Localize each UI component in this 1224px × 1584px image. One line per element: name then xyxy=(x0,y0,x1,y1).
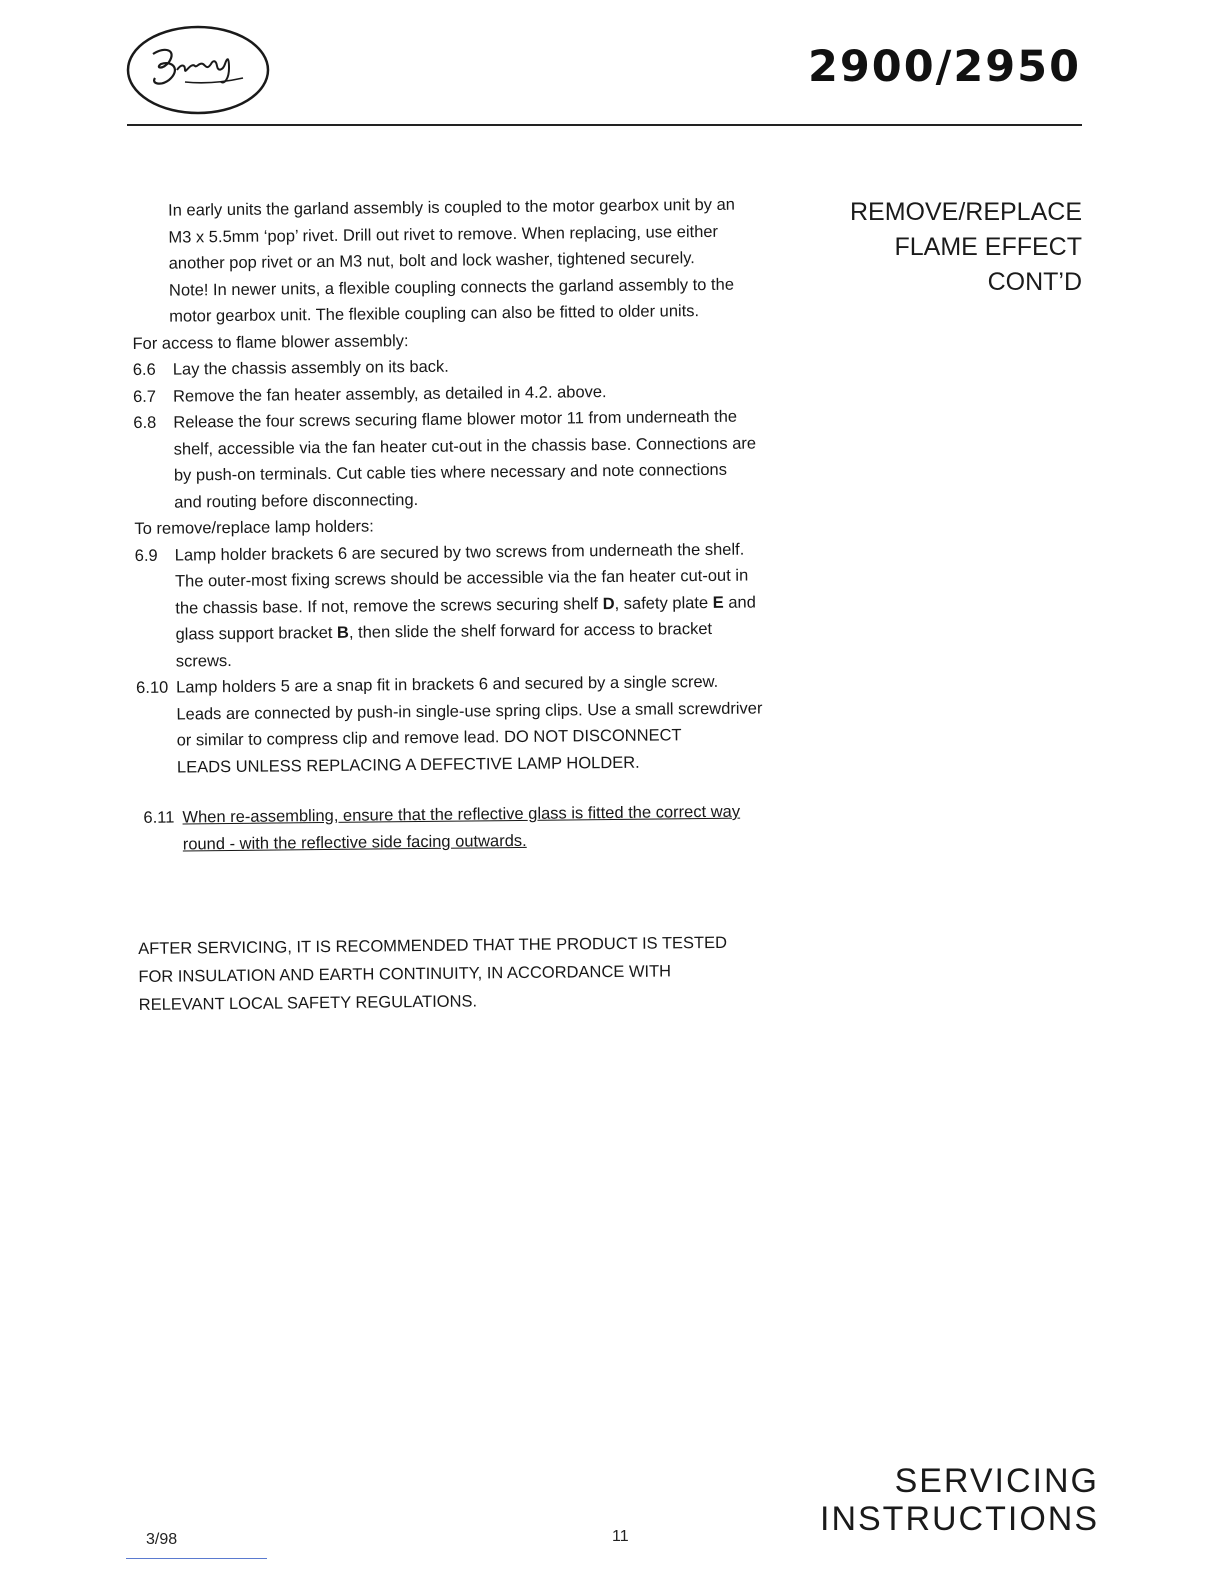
instructions-body xyxy=(131,191,808,858)
footer-title xyxy=(820,1462,1099,1538)
step-line: The outer-most fixing screws should be accessible via the fan heater cut-out in xyxy=(174,566,749,591)
section-heading-line: FLAME EFFECT xyxy=(894,233,1082,261)
section-heading-line: REMOVE/REPLACE xyxy=(849,198,1082,226)
step-number: 6.10 xyxy=(136,678,169,697)
step-line: Lamp holder brackets 6 are secured by two screws from underneath the shelf. xyxy=(174,540,745,565)
step-line: Remove the fan heater assembly, as detailed in 4.2. above. xyxy=(172,382,607,406)
footer-divider xyxy=(126,1558,267,1559)
blower-heading: For access to flame blower assembly: xyxy=(132,331,409,353)
intro-line: another pop rivet or an M3 nut, bolt and lock washer, tightened securely. xyxy=(168,249,695,273)
step-line: When re-assembling, ensure that the reflective glass is fitted the correct way xyxy=(182,802,741,827)
step-text: glass support bracket xyxy=(175,623,338,644)
step-line: shelf, accessible via the fan heater cut-out in the chassis base. Connections are xyxy=(173,433,757,459)
part-label-d: D xyxy=(602,594,615,613)
step-line: screws. xyxy=(175,651,232,671)
part-label-b: B xyxy=(336,623,350,642)
footer-title-line: INSTRUCTIONS xyxy=(820,1500,1099,1538)
step-line: Lamp holders 5 are a snap fit in brackets 6 and secured by a single screw. xyxy=(176,672,719,697)
step-line: LEADS UNLESS REPLACING A DEFECTIVE LAMP HOLDER. xyxy=(176,753,640,777)
lamp-heading: To remove/replace lamp holders: xyxy=(134,517,374,538)
step-line: and routing before disconnecting. xyxy=(174,490,419,512)
step-number: 6.8 xyxy=(133,413,157,432)
step-text: , then slide the shelf forward for access to bracket xyxy=(348,619,713,642)
footer-title-line: SERVICING xyxy=(894,1462,1099,1500)
issue-date: 3/98 xyxy=(146,1531,178,1548)
step-6-11 xyxy=(143,798,808,858)
model-number: 2900/2950 xyxy=(807,42,1081,92)
safety-warning xyxy=(138,928,799,1019)
step-6-9 xyxy=(135,535,806,675)
section-heading-line: CONT’D xyxy=(987,268,1082,296)
page-number: 11 xyxy=(612,1528,629,1545)
intro-line: M3 x 5.5mm ‘pop’ rivet. Drill out rivet to remove. When replacing, use either xyxy=(168,222,719,247)
header-divider xyxy=(127,124,1082,126)
step-line: or similar to compress clip and remove lead. DO NOT DISCONNECT xyxy=(176,726,682,750)
step-number: 6.6 xyxy=(132,360,156,379)
warning-line: AFTER SERVICING, IT IS RECOMMENDED THAT THE PRODUCT IS TESTED xyxy=(138,933,728,958)
warning-line: RELEVANT LOCAL SAFETY REGULATIONS. xyxy=(138,992,478,1014)
intro-line: motor gearbox unit. The flexible coupling can also be fitted to older units. xyxy=(169,302,700,326)
step-text: the chassis base. If not, remove the screws securing shelf xyxy=(175,594,603,618)
step-6-8 xyxy=(133,403,804,516)
step-line: Leads are connected by push-in single-use spring clips. Use a small screwdriver xyxy=(176,698,763,724)
step-line: by push-on terminals. Cut cable ties where necessary and note connections xyxy=(173,460,728,485)
step-number: 6.11 xyxy=(143,808,175,827)
step-line: Lay the chassis assembly on its back. xyxy=(172,357,449,379)
section-heading xyxy=(850,195,1082,300)
step-text: , safety plate xyxy=(614,593,713,613)
step-6-11-note xyxy=(137,798,808,858)
step-number: 6.9 xyxy=(134,546,158,565)
intro-paragraph xyxy=(131,191,802,331)
warning-line: FOR INSULATION AND EARTH CONTINUITY, IN ACCORDANCE WITH xyxy=(138,962,672,986)
intro-line: Note! In newer units, a flexible coupling connects the garland assembly to the xyxy=(168,275,735,300)
step-text: and xyxy=(723,592,756,612)
part-label-e: E xyxy=(712,593,724,612)
berry-logo xyxy=(125,24,271,116)
step-6-10 xyxy=(136,668,807,781)
step-line: round - with the reflective side facing outwards. xyxy=(182,831,527,853)
step-line: Release the four screws securing flame blower motor 11 from underneath the xyxy=(173,407,738,432)
intro-line: In early units the garland assembly is coupled to the motor gearbox unit by an xyxy=(168,195,736,220)
step-number: 6.7 xyxy=(132,387,157,406)
